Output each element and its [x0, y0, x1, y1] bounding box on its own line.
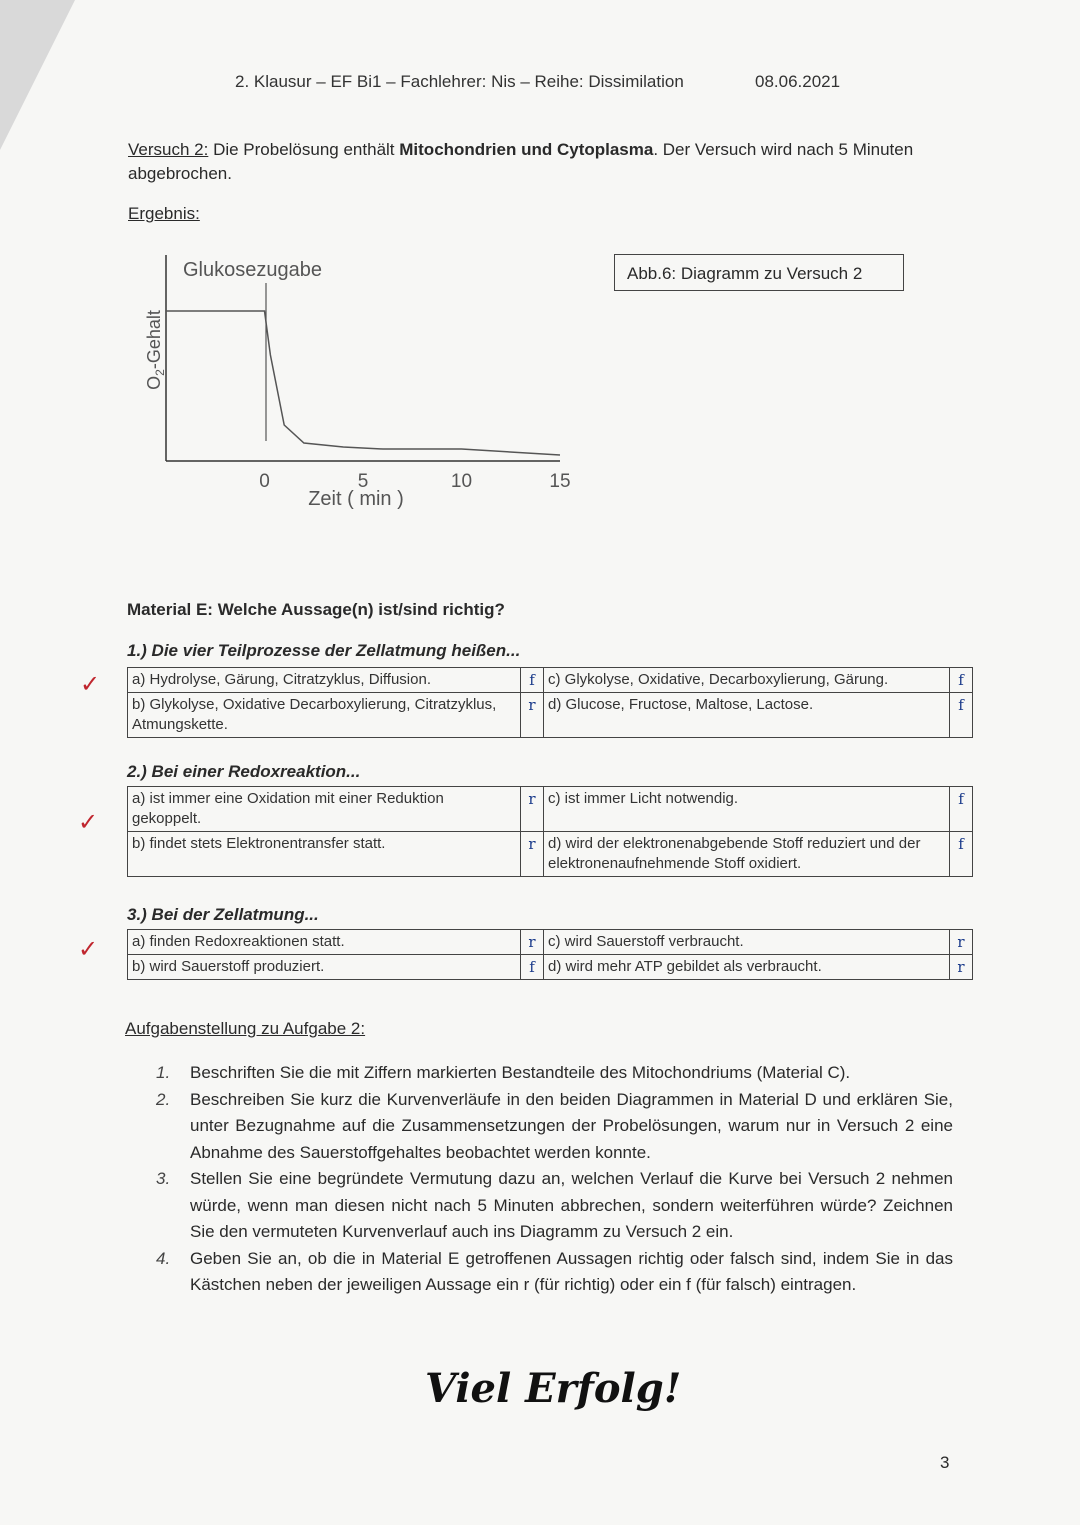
task-number: 2.: [156, 1089, 171, 1109]
check-mark-icon: ✓: [78, 808, 99, 836]
q2-b-mark[interactable]: r: [521, 832, 544, 877]
task-text: Geben Sie an, ob die in Material E getroffenen Aussagen richtig oder falsch sind, indem Sie in das Kästchen neben der jeweiligen Aussage ein r (für richtig) oder ein f (für falsch) eintragen.: [190, 1248, 953, 1294]
q3-b-mark[interactable]: f: [521, 955, 544, 980]
x-axis-label: Zeit ( min ): [308, 488, 404, 510]
versuch-text-after: . Der Versuch wird nach 5 Minuten abgebrochen.: [128, 140, 914, 183]
q3-title: 3.) Bei der Zellatmung...: [127, 905, 319, 924]
page-header: [235, 72, 841, 92]
q2-a-mark[interactable]: r: [521, 787, 544, 832]
task-number: 4.: [156, 1248, 171, 1268]
q2-d: d) wird der elektronenabgebende Stoff reduziert und der elektronenaufnehmende Stoff oxidiert.: [544, 832, 950, 877]
task-text: Beschriften Sie die mit Ziffern markierten Bestandteile des Mitochondriums (Material C).: [190, 1063, 851, 1082]
header-title: 2. Klausur – EF Bi1 – Fachlehrer: Nis – Reihe: Dissimilation: [235, 72, 684, 91]
q3-d: d) wird mehr ATP gebildet als verbraucht.: [544, 955, 950, 980]
y-axis-label-rest: -Gehalt: [144, 310, 164, 370]
q2-table: [127, 786, 973, 877]
y-axis-label: $O_2$-Gehalt: [144, 310, 167, 390]
q1-b-mark[interactable]: r: [521, 693, 544, 738]
figure-caption: Abb.6: Diagramm zu Versuch 2: [614, 254, 904, 291]
o2-chart: [120, 245, 600, 525]
task-number: 1.: [156, 1063, 171, 1082]
q3-table: [127, 929, 973, 980]
annotation-label: Glukosezugabe: [183, 259, 322, 281]
x-tick-label: 5: [357, 471, 369, 492]
check-mark-icon: ✓: [78, 935, 99, 963]
page-corner-shadow: [0, 0, 75, 150]
q2-d-mark[interactable]: f: [950, 832, 973, 877]
aufgaben-title: Aufgabenstellung zu Aufgabe 2:: [125, 1019, 366, 1038]
q3-c: c) wird Sauerstoff verbraucht.: [544, 930, 950, 955]
page-number: 3: [940, 1453, 950, 1472]
q1-a: a) Hydrolyse, Gärung, Citratzyklus, Diffusion.: [128, 668, 521, 693]
closing-message: Viel Erfolg!: [425, 1365, 682, 1412]
task-number: 3.: [156, 1169, 171, 1188]
q1-c: c) Glykolyse, Oxidative, Decarboxylierung, Gärung.: [544, 668, 950, 693]
task-item: [150, 1060, 953, 1087]
x-tick-label: 0: [259, 471, 270, 492]
check-mark-icon: ✓: [80, 670, 101, 698]
task-text: Beschreiben Sie kurz die Kurvenverläufe in den beiden Diagrammen in Material D und erklären Sie, unter Bezugnahme auf die Zusammensetzungen der Probelösungen, warum nur in Versuch 2 eine Abnahme des Sauerstoffgehaltes beobachtet werden konnte.: [190, 1089, 953, 1162]
task-text: Stellen Sie eine begründete Vermutung dazu an, welchen Verlauf die Kurve bei Versuch 2 nehmen würde, wenn man diesen nicht nach 5 Minuten abbrechen, sondern weiterführen würde? Zeichnen Sie den vermuteten Kurvenverlauf auch ins Diagramm zu Versuch 2 ein.: [190, 1169, 953, 1241]
q1-b: b) Glykolyse, Oxidative Decarboxylierung, Citratzyklus, Atmungskette.: [128, 693, 521, 738]
q1-a-mark[interactable]: f: [521, 668, 544, 693]
q3-a-mark[interactable]: r: [521, 930, 544, 955]
q3-b: b) wird Sauerstoff produziert.: [128, 955, 521, 980]
versuch-label: Versuch 2:: [128, 140, 209, 159]
x-tick-label: 10: [450, 471, 473, 492]
q1-table: [127, 667, 973, 738]
q2-b: b) findet stets Elektronentransfer statt.: [128, 832, 521, 877]
header-date: 08.06.2021: [755, 72, 841, 91]
q3-a: a) finden Redoxreaktionen statt.: [128, 930, 521, 955]
y-axis-label-sub: 2: [153, 369, 167, 376]
task-item: [150, 1087, 953, 1167]
q1-d-mark[interactable]: f: [950, 693, 973, 738]
material-title: Material E: Welche Aussage(n) ist/sind richtig?: [127, 600, 505, 619]
ergebnis-label: Ergebnis:: [128, 204, 200, 223]
versuch-description: [128, 138, 968, 186]
q2-c: c) ist immer Licht notwendig.: [544, 787, 950, 832]
q2-a: a) ist immer eine Oxidation mit einer Reduktion gekoppelt.: [128, 787, 521, 832]
task-list: [150, 1060, 953, 1299]
versuch-text-before: Die Probelösung enthält: [213, 140, 395, 159]
o2-series-line: [166, 311, 560, 455]
q3-d-mark[interactable]: r: [950, 955, 973, 980]
versuch-bold: Mitochondrien und Cytoplasma: [399, 140, 654, 159]
q2-c-mark[interactable]: f: [950, 787, 973, 832]
task-item: [150, 1246, 953, 1299]
x-tick-label: 15: [549, 471, 571, 492]
task-item: [150, 1166, 953, 1246]
q2-title: 2.) Bei einer Redoxreaktion...: [127, 762, 361, 781]
q1-title: 1.) Die vier Teilprozesse der Zellatmung heißen...: [127, 641, 521, 660]
q1-d: d) Glucose, Fructose, Maltose, Lactose.: [544, 693, 950, 738]
q3-c-mark[interactable]: r: [950, 930, 973, 955]
q1-c-mark[interactable]: f: [950, 668, 973, 693]
